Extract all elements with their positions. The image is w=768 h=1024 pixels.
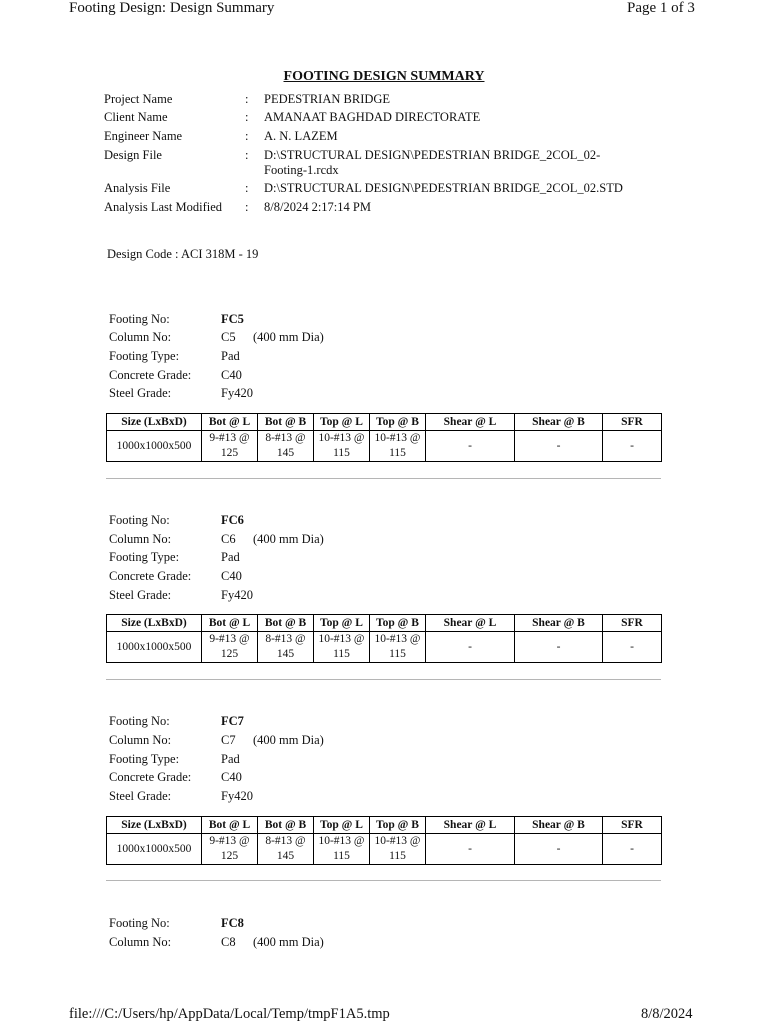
cell-bot-l xyxy=(202,632,258,663)
label-steel-grade: Steel Grade: xyxy=(109,386,172,400)
design-code: Design Code : ACI 318M - 19 xyxy=(107,247,259,261)
value-footing-no: FC5 xyxy=(221,312,244,326)
page-footer-path: file:///C:/Users/hp/AppData/Local/Temp/tmpF1A5.tmp xyxy=(69,1006,390,1022)
value-column-desc: (400 mm Dia) xyxy=(253,330,324,344)
section-divider xyxy=(106,880,661,881)
label-concrete-grade: Concrete Grade: xyxy=(109,770,192,784)
col-header-top-b: Top @ B xyxy=(370,414,426,431)
table-header-row xyxy=(107,817,662,834)
cell-top-b xyxy=(370,632,426,663)
col-header-top-l: Top @ L xyxy=(314,414,370,431)
cell-top-l xyxy=(314,431,370,462)
label-footing-type: Footing Type: xyxy=(109,752,180,766)
value-analysis-last-modified: 8/8/2024 2:17:14 PM xyxy=(264,200,371,214)
col-header-shear-l: Shear @ L xyxy=(426,615,515,632)
col-header-sfr: SFR xyxy=(603,817,662,834)
colon: : xyxy=(245,129,249,143)
table-row xyxy=(107,834,662,865)
value-design-file-cont: Footing-1.rcdx xyxy=(264,163,339,177)
cell-shear-l: - xyxy=(426,834,515,865)
value-engineer-name: A. N. LAZEM xyxy=(264,129,338,143)
colon: : xyxy=(245,92,249,106)
value-column-desc: (400 mm Dia) xyxy=(253,733,324,747)
section-divider xyxy=(106,478,661,479)
cell-bot-b-spacing: 145 xyxy=(276,648,295,660)
label-analysis-file: Analysis File xyxy=(104,181,171,195)
cell-bot-b xyxy=(258,834,314,865)
label-design-file: Design File xyxy=(104,148,162,162)
label-column-no: Column No: xyxy=(109,733,172,747)
label-analysis-last-modified: Analysis Last Modified xyxy=(104,200,223,214)
col-header-bot-l: Bot @ L xyxy=(202,414,258,431)
value-steel-grade: Fy420 xyxy=(221,789,253,803)
cell-top-l xyxy=(314,632,370,663)
cell-bot-l-bars: 9-#13 @ xyxy=(209,633,250,645)
cell-top-b-bars: 10-#13 @ xyxy=(374,835,421,847)
cell-shear-b: - xyxy=(515,431,603,462)
cell-bot-b-bars: 8-#13 @ xyxy=(265,835,306,847)
value-footing-no: FC7 xyxy=(221,714,244,728)
cell-bot-l xyxy=(202,431,258,462)
cell-sfr: - xyxy=(603,431,662,462)
cell-top-l-spacing: 115 xyxy=(333,447,350,459)
value-column-desc: (400 mm Dia) xyxy=(253,532,324,546)
cell-shear-b: - xyxy=(515,834,603,865)
cell-bot-b-spacing: 145 xyxy=(276,850,295,862)
label-project-name: Project Name xyxy=(104,92,173,106)
value-steel-grade: Fy420 xyxy=(221,588,253,602)
cell-bot-b-spacing: 145 xyxy=(276,447,295,459)
document-title: FOOTING DESIGN SUMMARY xyxy=(283,69,485,84)
value-column-no: C6 xyxy=(221,532,236,546)
col-header-shear-b: Shear @ B xyxy=(515,615,603,632)
cell-top-l-spacing: 115 xyxy=(333,648,350,660)
label-concrete-grade: Concrete Grade: xyxy=(109,368,192,382)
cell-top-l-bars: 10-#13 @ xyxy=(318,432,365,444)
cell-sfr: - xyxy=(603,834,662,865)
label-concrete-grade: Concrete Grade: xyxy=(109,569,192,583)
col-header-size: Size (LxBxD) xyxy=(107,414,202,431)
cell-top-l-bars: 10-#13 @ xyxy=(318,633,365,645)
cell-top-b xyxy=(370,431,426,462)
colon: : xyxy=(245,110,249,124)
cell-top-l xyxy=(314,834,370,865)
value-column-desc: (400 mm Dia) xyxy=(253,935,324,949)
cell-size: 1000x1000x500 xyxy=(107,632,202,663)
cell-bot-b xyxy=(258,431,314,462)
col-header-size: Size (LxBxD) xyxy=(107,615,202,632)
footing-table xyxy=(106,413,662,462)
label-engineer-name: Engineer Name xyxy=(104,129,183,143)
value-client-name: AMANAAT BAGHDAD DIRECTORATE xyxy=(264,110,481,124)
col-header-bot-b: Bot @ B xyxy=(258,414,314,431)
colon: : xyxy=(245,148,249,162)
cell-bot-b-bars: 8-#13 @ xyxy=(265,633,306,645)
value-footing-no: FC8 xyxy=(221,916,244,930)
cell-top-l-spacing: 115 xyxy=(333,850,350,862)
footing-table xyxy=(106,614,662,663)
col-header-bot-l: Bot @ L xyxy=(202,615,258,632)
cell-bot-b xyxy=(258,632,314,663)
cell-size: 1000x1000x500 xyxy=(107,834,202,865)
label-footing-no: Footing No: xyxy=(109,714,170,728)
page-footer-date: 8/8/2024 xyxy=(641,1006,693,1022)
col-header-size: Size (LxBxD) xyxy=(107,817,202,834)
cell-top-b xyxy=(370,834,426,865)
cell-top-b-bars: 10-#13 @ xyxy=(374,432,421,444)
col-header-bot-b: Bot @ B xyxy=(258,817,314,834)
cell-top-l-bars: 10-#13 @ xyxy=(318,835,365,847)
label-column-no: Column No: xyxy=(109,935,172,949)
col-header-sfr: SFR xyxy=(603,414,662,431)
cell-bot-l-spacing: 125 xyxy=(220,850,239,862)
cell-top-b-bars: 10-#13 @ xyxy=(374,633,421,645)
col-header-sfr: SFR xyxy=(603,615,662,632)
col-header-top-l: Top @ L xyxy=(314,817,370,834)
footing-table xyxy=(106,816,662,865)
table-row xyxy=(107,632,662,663)
colon: : xyxy=(245,200,249,214)
col-header-shear-l: Shear @ L xyxy=(426,414,515,431)
value-steel-grade: Fy420 xyxy=(221,386,253,400)
cell-bot-l-spacing: 125 xyxy=(220,648,239,660)
label-footing-type: Footing Type: xyxy=(109,550,180,564)
value-column-no: C7 xyxy=(221,733,236,747)
cell-shear-l: - xyxy=(426,431,515,462)
label-footing-no: Footing No: xyxy=(109,312,170,326)
label-footing-type: Footing Type: xyxy=(109,349,180,363)
label-column-no: Column No: xyxy=(109,532,172,546)
cell-size: 1000x1000x500 xyxy=(107,431,202,462)
value-design-file: D:\STRUCTURAL DESIGN\PEDESTRIAN BRIDGE_2COL_02- xyxy=(264,148,601,162)
cell-bot-l-bars: 9-#13 @ xyxy=(209,835,250,847)
value-concrete-grade: C40 xyxy=(221,770,242,784)
label-column-no: Column No: xyxy=(109,330,172,344)
col-header-top-l: Top @ L xyxy=(314,615,370,632)
section-divider xyxy=(106,679,661,680)
label-footing-no: Footing No: xyxy=(109,513,170,527)
value-column-no: C5 xyxy=(221,330,236,344)
col-header-shear-l: Shear @ L xyxy=(426,817,515,834)
table-row xyxy=(107,431,662,462)
cell-sfr: - xyxy=(603,632,662,663)
label-footing-no: Footing No: xyxy=(109,916,170,930)
value-footing-type: Pad xyxy=(221,752,240,766)
value-footing-type: Pad xyxy=(221,349,240,363)
table-header-row xyxy=(107,414,662,431)
col-header-bot-b: Bot @ B xyxy=(258,615,314,632)
cell-shear-b: - xyxy=(515,632,603,663)
cell-bot-l xyxy=(202,834,258,865)
cell-top-b-spacing: 115 xyxy=(389,850,406,862)
value-concrete-grade: C40 xyxy=(221,368,242,382)
value-footing-type: Pad xyxy=(221,550,240,564)
cell-top-b-spacing: 115 xyxy=(389,447,406,459)
cell-top-b-spacing: 115 xyxy=(389,648,406,660)
value-column-no: C8 xyxy=(221,935,236,949)
cell-bot-l-bars: 9-#13 @ xyxy=(209,432,250,444)
label-client-name: Client Name xyxy=(104,110,168,124)
colon: : xyxy=(245,181,249,195)
cell-bot-b-bars: 8-#13 @ xyxy=(265,432,306,444)
col-header-bot-l: Bot @ L xyxy=(202,817,258,834)
value-concrete-grade: C40 xyxy=(221,569,242,583)
col-header-shear-b: Shear @ B xyxy=(515,817,603,834)
value-footing-no: FC6 xyxy=(221,513,244,527)
value-project-name: PEDESTRIAN BRIDGE xyxy=(264,92,391,106)
label-steel-grade: Steel Grade: xyxy=(109,789,172,803)
value-analysis-file: D:\STRUCTURAL DESIGN\PEDESTRIAN BRIDGE_2COL_02.STD xyxy=(264,181,623,195)
col-header-top-b: Top @ B xyxy=(370,615,426,632)
cell-shear-l: - xyxy=(426,632,515,663)
col-header-shear-b: Shear @ B xyxy=(515,414,603,431)
col-header-top-b: Top @ B xyxy=(370,817,426,834)
label-steel-grade: Steel Grade: xyxy=(109,588,172,602)
cell-bot-l-spacing: 125 xyxy=(220,447,239,459)
table-header-row xyxy=(107,615,662,632)
page-header-title: Footing Design: Design Summary xyxy=(69,0,275,16)
page-number: Page 1 of 3 xyxy=(627,0,695,16)
